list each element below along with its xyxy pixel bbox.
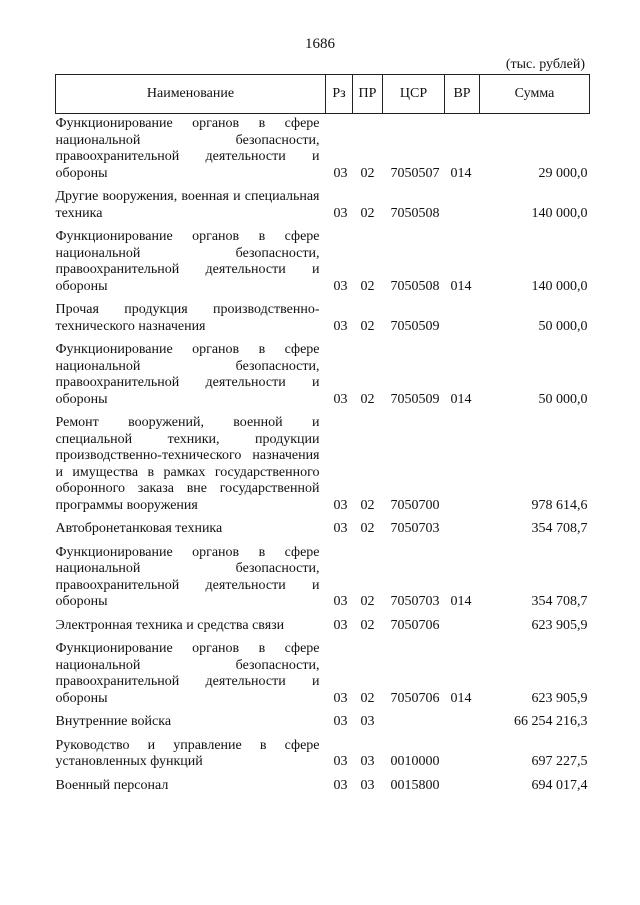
- table-row: [56, 184, 590, 224]
- cell-csr: 7050508: [390, 205, 440, 221]
- cell-csr: [383, 709, 445, 733]
- cell-csr: 7050508: [390, 278, 440, 294]
- budget-table: [55, 74, 590, 796]
- cell-csr: 7050706: [390, 617, 440, 633]
- table-row: [56, 410, 590, 516]
- cell-name: Функционирование органов в сфере национальной безопасности, правоохранительной деятельности и обороны: [55, 229, 320, 294]
- header-sum: Сумма: [480, 75, 590, 114]
- cell-sum: 354 708,7: [531, 594, 588, 609]
- cell-name: Функционирование органов в сфере национальной безопасности, правоохранительной деятельности и обороны: [55, 544, 320, 609]
- cell-name: Функционирование органов в сфере национальной безопасности, правоохранительной деятельности и обороны: [55, 641, 320, 706]
- cell-pr: 02: [360, 690, 375, 706]
- cell-rz: 03: [333, 521, 348, 536]
- cell-sum: 66 254 216,3: [514, 714, 588, 729]
- header-rz: Рз: [326, 75, 353, 114]
- cell-pr: 02: [360, 318, 375, 334]
- cell-vr: [445, 184, 480, 224]
- cell-sum: 50 000,0: [538, 391, 588, 407]
- table-row: [56, 516, 590, 540]
- cell-vr: 014: [450, 690, 472, 706]
- header-vr: ВР: [445, 75, 480, 114]
- cell-pr: 02: [360, 278, 375, 294]
- cell-name: Другие вооружения, военная и специальная техника: [55, 189, 320, 221]
- cell-vr: [445, 613, 480, 637]
- header-name: Наименование: [56, 75, 326, 114]
- table-row: [56, 773, 590, 797]
- cell-vr: 014: [450, 391, 472, 407]
- cell-vr: [445, 709, 480, 733]
- cell-rz: 03: [333, 391, 348, 407]
- table-body: [56, 114, 590, 797]
- cell-pr: 02: [360, 165, 375, 181]
- cell-sum: 623 905,9: [531, 690, 588, 706]
- table-row: [56, 540, 590, 613]
- cell-name: Функционирование органов в сфере национальной безопасности, правоохранительной деятельности и обороны: [55, 342, 320, 407]
- cell-rz: 03: [333, 594, 348, 609]
- cell-sum: 140 000,0: [531, 278, 588, 294]
- cell-sum: 694 017,4: [531, 777, 588, 793]
- cell-csr: 7050700: [390, 497, 440, 513]
- cell-rz: 03: [333, 690, 348, 706]
- table-row: [56, 733, 590, 773]
- cell-vr: 014: [450, 594, 472, 609]
- table-row: [56, 224, 590, 297]
- cell-csr: 7050703: [390, 594, 440, 609]
- cell-pr: 03: [360, 777, 375, 793]
- cell-csr: 0010000: [390, 754, 440, 769]
- cell-rz: 03: [333, 497, 348, 513]
- cell-csr: 7050507: [390, 165, 440, 181]
- cell-pr: 03: [360, 714, 375, 729]
- cell-sum: 50 000,0: [538, 318, 588, 334]
- cell-vr: [445, 733, 480, 773]
- cell-name: Электронная техника и средства связи: [55, 617, 285, 633]
- header-csr: ЦСР: [383, 75, 445, 114]
- cell-rz: 03: [333, 777, 348, 793]
- cell-rz: 03: [333, 278, 348, 294]
- header-pr: ПР: [353, 75, 383, 114]
- cell-name: Автобронетанковая техника: [55, 521, 223, 536]
- cell-vr: [445, 410, 480, 516]
- cell-csr: 7050509: [390, 391, 440, 407]
- table-row: [56, 709, 590, 733]
- cell-csr: 0015800: [390, 777, 440, 793]
- cell-rz: 03: [333, 714, 348, 729]
- cell-pr: 02: [360, 205, 375, 221]
- cell-name: Прочая продукция производственно-технического назначения: [55, 302, 320, 334]
- cell-sum: 697 227,5: [531, 754, 588, 769]
- cell-rz: 03: [333, 165, 348, 181]
- table-row: [56, 297, 590, 337]
- cell-csr: 7050509: [390, 318, 440, 334]
- units-note: (тыс. рублей): [505, 57, 585, 72]
- cell-name: Руководство и управление в сфере установленных функций: [55, 737, 320, 769]
- cell-vr: 014: [450, 278, 472, 294]
- cell-pr: 02: [360, 617, 375, 633]
- cell-sum: 978 614,6: [531, 497, 588, 513]
- page-number: 1686: [305, 36, 335, 52]
- cell-rz: 03: [333, 617, 348, 633]
- cell-csr: 7050703: [390, 521, 440, 536]
- cell-pr: 03: [360, 754, 375, 769]
- table-row: [56, 636, 590, 709]
- cell-sum: 29 000,0: [538, 165, 588, 181]
- cell-vr: [445, 516, 480, 540]
- cell-pr: 02: [360, 521, 375, 536]
- cell-rz: 03: [333, 318, 348, 334]
- cell-sum: 354 708,7: [531, 521, 588, 536]
- cell-pr: 02: [360, 391, 375, 407]
- cell-pr: 02: [360, 497, 375, 513]
- cell-rz: 03: [333, 754, 348, 769]
- table-row: [56, 114, 590, 185]
- table-row: [56, 613, 590, 637]
- table-header-row: [56, 75, 590, 114]
- cell-name: Ремонт вооружений, военной и специальной техники, продукции производственно-технического назначения и имущества в рамках государственного оборонного заказа вне государственной программы вооружения: [55, 415, 320, 513]
- cell-sum: 623 905,9: [531, 617, 588, 633]
- cell-name: Военный персонал: [55, 777, 169, 793]
- cell-csr: 7050706: [390, 690, 440, 706]
- cell-rz: 03: [333, 205, 348, 221]
- cell-name: Функционирование органов в сфере национальной безопасности, правоохранительной деятельности и обороны: [55, 116, 320, 181]
- cell-sum: 140 000,0: [531, 205, 588, 221]
- table-row: [56, 337, 590, 410]
- cell-vr: [445, 297, 480, 337]
- cell-vr: 014: [450, 165, 472, 181]
- cell-name: Внутренние войска: [55, 714, 172, 729]
- cell-vr: [445, 773, 480, 797]
- cell-pr: 02: [360, 594, 375, 609]
